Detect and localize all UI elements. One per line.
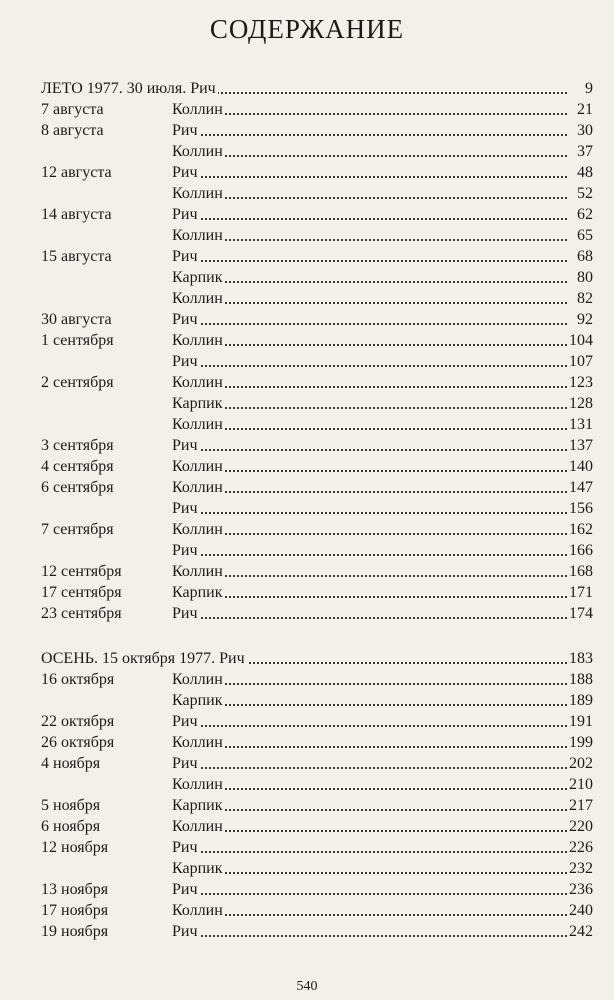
toc-page-number: 210 [569,776,593,793]
toc-entry-narrator: Рич [172,353,198,370]
toc-entry-date: 6 ноября [41,818,101,835]
toc-page-number: 166 [569,542,593,559]
toc-section-heading [41,648,593,669]
dot-leader [172,554,567,556]
dot-leader [172,617,567,619]
toc-entry-narrator: Рич [172,122,198,139]
toc-entry [41,498,593,519]
toc-entry-narrator: Карпик [172,269,223,286]
dot-leader [172,176,567,178]
toc-entry-narrator: Коллин [172,332,223,349]
toc-entry-date: 3 сентября [41,437,114,454]
page-number: 540 [296,979,318,994]
toc-entry-date: 4 ноября [41,755,101,772]
toc-page-number: 171 [569,584,593,601]
toc-entry [41,690,593,711]
toc-entry-date: 16 октября [41,671,115,688]
toc-section-summer [41,78,593,624]
toc-page-number: 232 [569,860,593,877]
toc-section-autumn [41,648,593,942]
toc-entry-date: 12 сентября [41,563,122,580]
toc-entry-narrator: Коллин [172,227,223,244]
toc-entry [41,162,593,183]
toc-entry-narrator: Коллин [172,671,223,688]
toc-page-number: 137 [569,437,593,454]
toc-entry-narrator: Карпик [172,584,223,601]
toc-entry-narrator: Коллин [172,143,223,160]
toc-page-number: 128 [569,395,593,412]
toc-entry [41,837,593,858]
dot-leader [172,449,567,451]
toc-entry-narrator: Коллин [172,902,223,919]
toc-entry-narrator: Коллин [172,374,223,391]
page-title: СОДЕРЖАНИЕ [209,14,405,44]
dot-leader [172,746,567,748]
toc-entry [41,795,593,816]
toc-page-number: 107 [569,353,593,370]
toc-entry-narrator: Рич [172,755,198,772]
toc-page-number: 183 [569,650,593,667]
toc-entry-date: 7 сентября [41,521,114,538]
dot-leader [172,470,567,472]
toc-entry [41,393,593,414]
dot-leader [172,596,567,598]
toc-page-number: 104 [569,332,593,349]
toc-entry-date: 23 сентября [41,605,122,622]
toc-page-number: 140 [569,458,593,475]
toc-entry [41,561,593,582]
toc-entry [41,456,593,477]
dot-leader [172,935,567,937]
dot-leader [172,365,567,367]
toc-page-number: 226 [569,839,593,856]
toc-entry [41,288,593,309]
toc-entry [41,540,593,561]
toc-page-number: 21 [577,101,593,118]
dot-leader [172,197,567,199]
toc-page-number: 240 [569,902,593,919]
toc-entry [41,603,593,624]
toc-entry [41,120,593,141]
toc-entry-narrator: Коллин [172,416,223,433]
dot-leader [172,428,567,430]
toc-page-number: 123 [569,374,593,391]
toc-entry [41,732,593,753]
dot-leader [172,767,567,769]
toc-entry-narrator: Коллин [172,563,223,580]
toc-entry [41,900,593,921]
toc-entry [41,669,593,690]
toc-page-number: 168 [569,563,593,580]
dot-leader [172,704,567,706]
dot-leader [172,851,567,853]
toc-page-number: 242 [569,923,593,940]
toc-page-number: 68 [577,248,593,265]
toc-page-number: 236 [569,881,593,898]
dot-leader [172,533,567,535]
toc-entry-date: 19 ноября [41,923,109,940]
toc-page-number: 92 [577,311,593,328]
toc-page-number: 188 [569,671,593,688]
section-heading-text: ОСЕНЬ. 15 октября 1977. Рич [41,650,245,667]
dot-leader [172,575,567,577]
toc-entry-date: 8 августа [41,122,104,139]
toc-entry-narrator: Рич [172,542,198,559]
dot-leader [172,407,567,409]
toc-entry-narrator: Карпик [172,797,223,814]
toc-page-number: 162 [569,521,593,538]
toc-entry-narrator: Рич [172,923,198,940]
toc-entry-narrator: Карпик [172,395,223,412]
dot-leader [172,323,567,325]
toc-page-number: 147 [569,479,593,496]
dot-leader [172,344,567,346]
toc-page-number: 80 [577,269,593,286]
toc-entry-date: 26 октября [41,734,115,751]
toc-section-heading [41,78,593,99]
toc-entry [41,711,593,732]
toc-entry-narrator: Рич [172,248,198,265]
toc-page-number: 48 [577,164,593,181]
toc-page-number: 199 [569,734,593,751]
toc-page-number: 156 [569,500,593,517]
toc-page-number: 189 [569,692,593,709]
toc-entry-narrator: Рич [172,605,198,622]
toc-entry-narrator: Карпик [172,860,223,877]
toc-page-number: 191 [569,713,593,730]
toc-page-number: 9 [585,80,593,97]
toc-entry [41,879,593,900]
toc-entry-date: 12 ноября [41,839,109,856]
toc-entry-narrator: Рич [172,164,198,181]
dot-leader [172,725,567,727]
toc-entry-date: 22 октября [41,713,115,730]
section-heading-text: ЛЕТО 1977. 30 июля. Рич [41,80,216,97]
dot-leader [172,302,567,304]
toc-entry-date: 15 августа [41,248,112,265]
toc-page-number: 37 [577,143,593,160]
toc-entry [41,477,593,498]
toc-entry-narrator: Коллин [172,521,223,538]
toc-entry-narrator: Рич [172,500,198,517]
toc-entry [41,183,593,204]
toc-entry-date: 5 ноября [41,797,101,814]
toc-entry-narrator: Рич [172,311,198,328]
toc-entry [41,267,593,288]
toc-entry-narrator: Рич [172,206,198,223]
toc-page-number: 217 [569,797,593,814]
toc-entry-date: 30 августа [41,311,112,328]
toc-entry-narrator: Коллин [172,734,223,751]
dot-leader [172,830,567,832]
toc-page-number: 220 [569,818,593,835]
toc-entry [41,774,593,795]
toc-entry-narrator: Рич [172,713,198,730]
toc-entry-date: 1 сентября [41,332,114,349]
toc-page-number: 202 [569,755,593,772]
toc-entry [41,204,593,225]
dot-leader [172,113,567,115]
toc-entry-narrator: Коллин [172,185,223,202]
toc-page-number: 62 [577,206,593,223]
toc-entry [41,435,593,456]
toc-entry [41,414,593,435]
toc-entry-narrator: Коллин [172,818,223,835]
toc-entry [41,309,593,330]
dot-leader [172,683,567,685]
dot-leader [172,239,567,241]
toc-entry [41,141,593,162]
dot-leader [172,893,567,895]
toc-entry-narrator: Коллин [172,479,223,496]
toc-page-number: 82 [577,290,593,307]
toc-entry [41,225,593,246]
toc-entry-date: 2 сентября [41,374,114,391]
dot-leader [172,218,567,220]
dot-leader [172,281,567,283]
toc-entry-date: 14 августа [41,206,112,223]
toc-page-number: 65 [577,227,593,244]
toc-entry-narrator: Рич [172,881,198,898]
toc-entry [41,858,593,879]
toc-entry-narrator: Карпик [172,692,223,709]
toc-entry-narrator: Коллин [172,290,223,307]
toc-entry [41,816,593,837]
dot-leader [172,134,567,136]
dot-leader [172,914,567,916]
toc-entry [41,99,593,120]
toc-page-number: 30 [577,122,593,139]
toc-entry-date: 17 ноября [41,902,109,919]
dot-leader [172,809,567,811]
dot-leader [172,386,567,388]
toc-entry [41,246,593,267]
toc-page-number: 174 [569,605,593,622]
dot-leader [161,92,567,94]
toc-entry-date: 6 сентября [41,479,114,496]
toc-entry [41,372,593,393]
toc-entry-narrator: Рич [172,839,198,856]
toc-entry-narrator: Рич [172,437,198,454]
toc-page-number: 52 [577,185,593,202]
toc-entry-narrator: Коллин [172,776,223,793]
toc-entry-narrator: Коллин [172,101,223,118]
toc-entry-date: 7 августа [41,101,104,118]
dot-leader [172,512,567,514]
toc-entry [41,753,593,774]
toc-page-number: 131 [569,416,593,433]
toc-entry-date: 4 сентября [41,458,114,475]
toc-entry [41,351,593,372]
toc-entry [41,519,593,540]
toc-entry [41,582,593,603]
dot-leader [172,491,567,493]
dot-leader [172,788,567,790]
toc-entry-date: 13 ноября [41,881,109,898]
dot-leader [172,155,567,157]
dot-leader [172,260,567,262]
toc-entry-narrator: Коллин [172,458,223,475]
toc-entry [41,921,593,942]
toc-entry [41,330,593,351]
dot-leader [172,872,567,874]
toc-entry-date: 12 августа [41,164,112,181]
toc-entry-date: 17 сентября [41,584,122,601]
